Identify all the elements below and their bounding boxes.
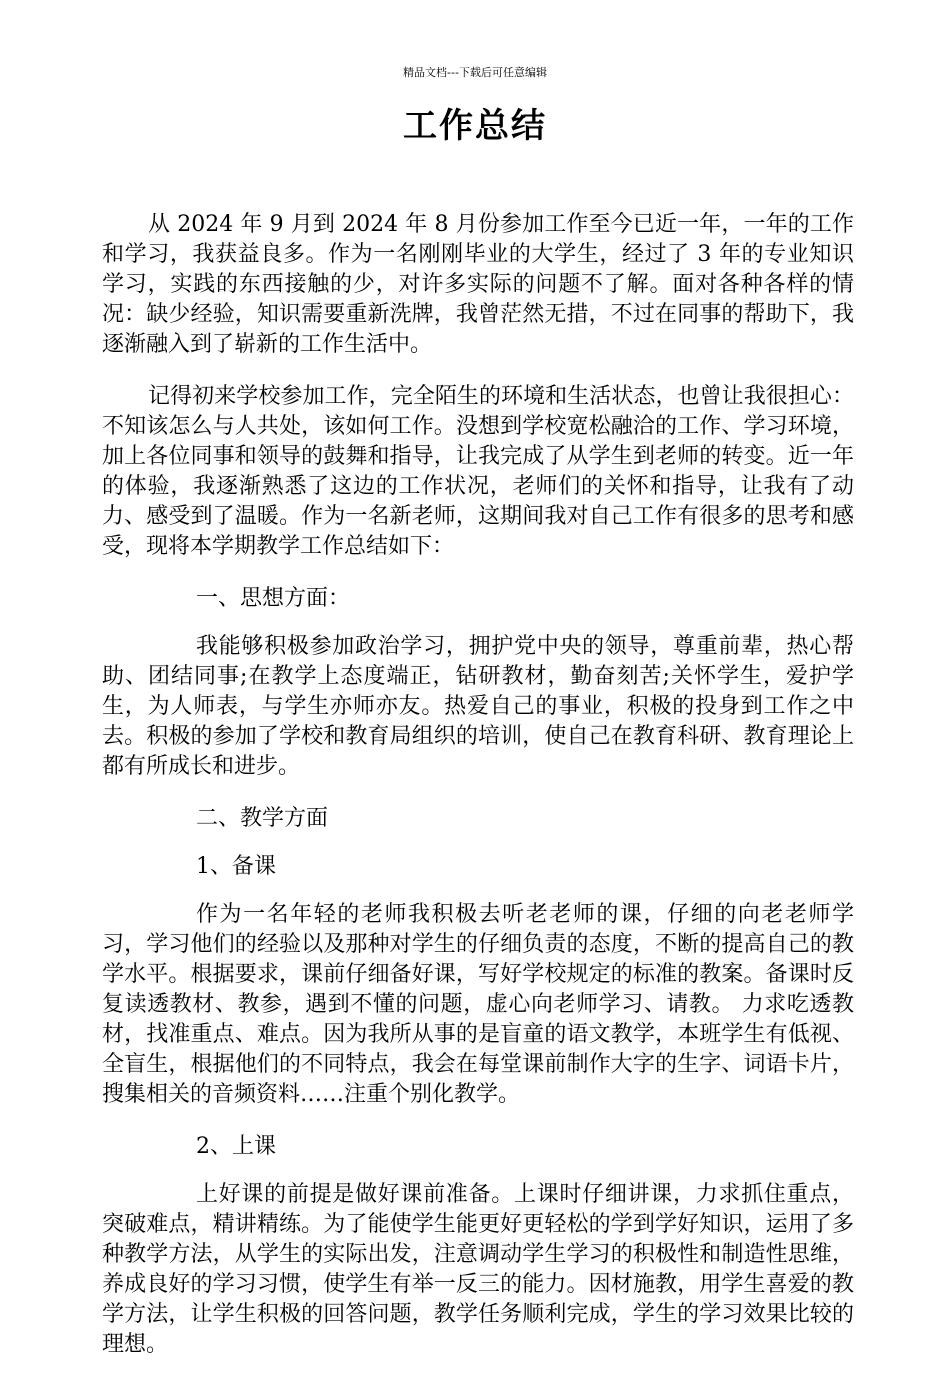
section-heading-teaching: 二、教学方面 bbox=[196, 806, 329, 831]
preparation-paragraph: 作为一名年轻的老师我积极去听老老师的课，仔细的向老老师学习，学习他们的经验以及那种对学生的仔细负责的态度，不断的提高自己的教学水平。根据要求，课前仔细备好课，写好学校规定的标准的教案。备课时反复读透教材、教参，遇到不懂的问题，虚心向老师学习、请教。 力求吃透教材，找准重点、难点。因为我所从事的是盲童的语文教学，本班学生有低视、全盲生，根据他们的不同特点，我会在每堂课前制作大字的生字、词语卡片，搜集相关的音频资料……注重个别化教学。 bbox=[102, 902, 854, 1107]
subheading-class: 2、上课 bbox=[196, 1134, 276, 1159]
header-note: 精品文档---下载后可任意编辑 bbox=[403, 66, 547, 79]
thought-paragraph: 我能够积极参加政治学习，拥护党中央的领导，尊重前辈，热心帮助、团结同事;在教学上态度端正，钻研教材，勤奋刻苦;关怀学生，爱护学生，为人师表，与学生亦师亦友。热爱自己的事业，积极的投身到工作之中去。积极的参加了学校和教育局组织的培训，使自己在教育科研、教育理论上都有所成长和进步。 bbox=[102, 634, 854, 779]
document-body bbox=[102, 210, 854, 1382]
background-paragraph: 记得初来学校参加工作，完全陌生的环境和生活状态，也曾让我很担心：不知该怎么与人共处，该如何工作。没想到学校宽松融洽的工作、学习环境，加上各位同事和领导的鼓舞和指导，让我完成了从学生到老师的转变。近一年的体验，我逐渐熟悉了这边的工作状况，老师们的关怀和指导，让我有了动力、感受到了温暖。作为一名新老师，这期间我对自己工作有很多的思考和感受，现将本学期教学工作总结如下： bbox=[102, 384, 854, 559]
intro-paragraph: 从 2024 年 9 月到 2024 年 8 月份参加工作至今已近一年，一年的工作和学习，我获益良多。作为一名刚刚毕业的大学生，经过了 3 年的专业知识学习，实践的东西接触的少，对许多实际的问题不了解。面对各种各样的情况：缺少经验，知识需要重新洗牌，我曾茫然无措，不过在同事的帮助下，我逐渐融入到了崭新的工作生活中。 bbox=[102, 212, 854, 357]
section-heading-thought: 一、思想方面： bbox=[196, 586, 351, 611]
subheading-preparation: 1、备课 bbox=[196, 854, 276, 879]
document-title: 工作总结 bbox=[403, 106, 547, 146]
class-paragraph: 上好课的前提是做好课前准备。上课时仔细讲课，力求抓住重点，突破难点，精讲精练。为了能使学生能更好更轻松的学到学好知识，运用了多种教学方法，从学生的实际出发，注意调动学生学习的积极性和制造性思维，养成良好的学习习惯，使学生有举一反三的能力。因材施教，用学生喜爱的教学方法，让学生积极的回答问题，教学任务顺利完成，学生的学习效果比较的理想。 bbox=[102, 1182, 854, 1357]
